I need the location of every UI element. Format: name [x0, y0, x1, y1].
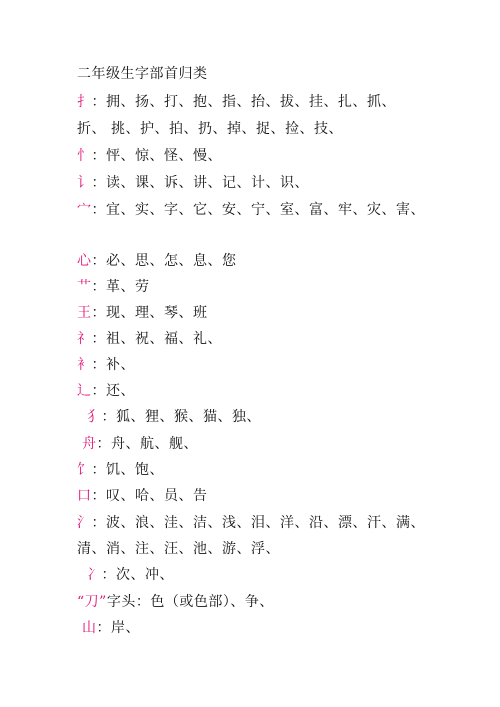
character-list: 还、 [106, 383, 135, 399]
character-list: 舟、航、舰、 [111, 436, 198, 452]
character-list: 拥、扬、打、抱、指、抬、拔、挂、扎、抓、 [106, 94, 396, 110]
radical-row-water [77, 512, 425, 532]
radical-label: 心 [77, 253, 92, 269]
separator: ： [91, 383, 106, 399]
character-list: 补、 [106, 357, 135, 373]
radical-row-dog [87, 406, 261, 426]
separator: ： [91, 462, 106, 478]
character-list: 现、理、琴、班 [106, 305, 208, 321]
radical-label: 艹 [77, 279, 92, 295]
radical-row-walk [77, 380, 135, 400]
radical-row-grass [77, 276, 150, 296]
separator: ： [96, 620, 111, 636]
radical-label: 口 [77, 488, 92, 504]
radical-label: 忄 [77, 148, 92, 164]
radical-row-clothing [77, 354, 135, 374]
separator: ： [96, 436, 111, 452]
radical-row-king [77, 302, 208, 322]
character-list: 折、 挑、护、拍、扔、掉、捉、捡、技、 [77, 121, 343, 137]
radical-row-heart [77, 250, 237, 270]
separator: ： [91, 202, 106, 218]
radical-row-hand [77, 91, 396, 111]
character-list: 革、劳 [106, 279, 150, 295]
radical-label: 辶 [77, 383, 92, 399]
radical-label: 犭 [87, 409, 102, 425]
radical-row-mouth [77, 485, 208, 505]
radical-label: 山 [82, 620, 97, 636]
character-list: 必、思、怎、息、您 [106, 253, 237, 269]
radical-row-knife-top [77, 591, 274, 611]
radical-label: 王 [77, 305, 92, 321]
separator: ： [91, 253, 106, 269]
character-list: 宜、实、字、它、安、宁、室、富、牢、灾、害、 [106, 202, 425, 218]
character-list: 叹、哈、员、告 [106, 488, 208, 504]
character-list: 字头：色（或色部）、争、 [106, 594, 274, 610]
character-list: 祖、祝、福、礼、 [106, 331, 222, 347]
character-list: 狐、狸、猴、猫、独、 [116, 409, 261, 425]
radical-row-water-continued [77, 538, 280, 558]
character-list: 波、浪、洼、洁、浅、泪、洋、沿、漂、汗、满、 [106, 515, 425, 531]
radical-label: “刀” [77, 594, 107, 610]
character-list: 清、消、注、汪、池、游、浮、 [77, 541, 280, 557]
character-list: 怦、惊、怪、慢、 [106, 148, 222, 164]
separator: ： [91, 488, 106, 504]
separator: ： [91, 94, 106, 110]
separator: ： [91, 357, 106, 373]
radical-label: 饣 [77, 462, 92, 478]
page-title: 二年级生字部首归类 [77, 66, 208, 82]
radical-row-heart-side [77, 145, 222, 165]
radical-label: 讠 [77, 175, 92, 191]
character-list: 次、冲、 [116, 567, 174, 583]
separator: ： [101, 567, 116, 583]
separator: ： [91, 148, 106, 164]
radical-row-roof [77, 199, 425, 219]
radical-row-hand-continued [77, 118, 343, 138]
radical-label: 扌 [77, 94, 92, 110]
radical-label: 舟 [82, 436, 97, 452]
separator: ： [91, 279, 106, 295]
radical-label: 氵 [77, 515, 92, 531]
radical-row-boat [82, 433, 198, 453]
radical-label: 冫 [87, 567, 102, 583]
separator: ： [91, 305, 106, 321]
radical-label: 宀 [77, 202, 92, 218]
separator: ： [91, 175, 106, 191]
character-list: 读、课、诉、讲、记、计、识、 [106, 175, 309, 191]
separator: ： [91, 515, 106, 531]
separator: ： [101, 409, 116, 425]
separator: ： [91, 331, 106, 347]
radical-label: 礻 [77, 331, 92, 347]
character-list: 岸、 [111, 620, 140, 636]
radical-label: 衤 [77, 357, 92, 373]
radical-row-speech [77, 172, 309, 192]
radical-row-spirit [77, 328, 222, 348]
radical-row-ice [87, 564, 174, 584]
character-list: 饥、饱、 [106, 462, 164, 478]
radical-row-mountain [82, 617, 140, 637]
radical-row-food [77, 459, 164, 479]
